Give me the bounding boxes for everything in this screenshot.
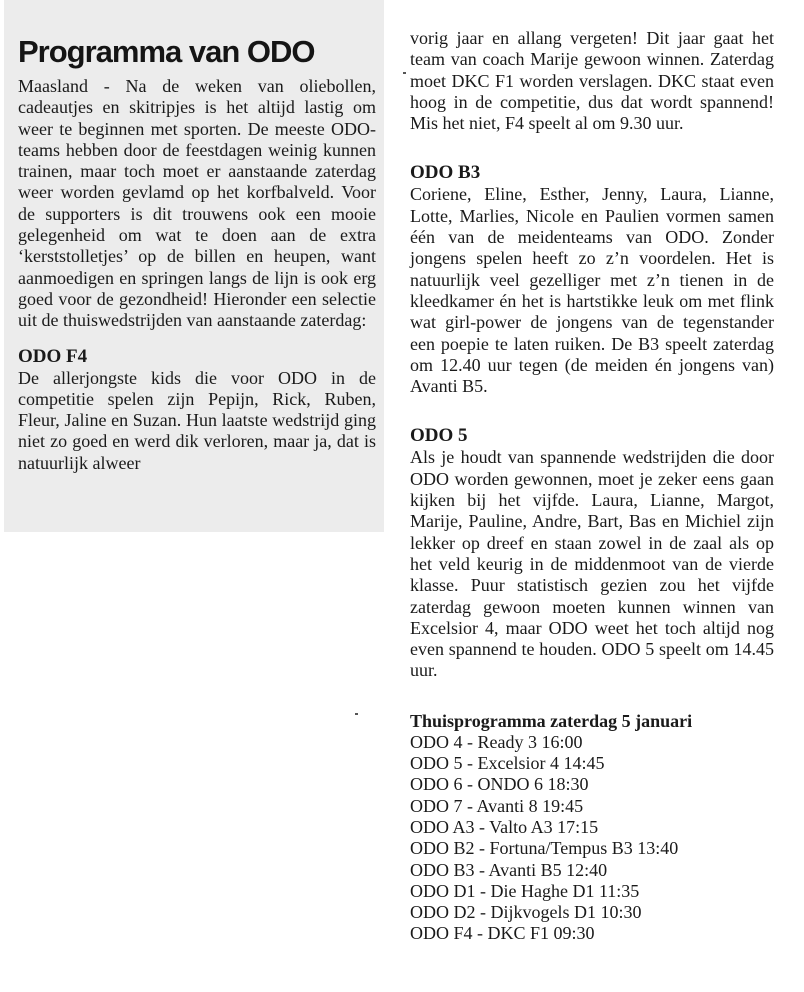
article-headline: Programma van ODO bbox=[18, 34, 315, 69]
section-text-odo-f4-part2: vorig jaar en allang vergeten! Dit jaar gaat het team van coach Marije gewoon winnen. Zaterdag moet DKC F1 worden verslagen. DKC staat even hoog in de competitie, dus dat wordt spannend! Mis het niet, F4 speelt al om 9.30 uur. bbox=[410, 28, 774, 134]
article-column-right bbox=[402, 28, 774, 945]
section-text-odo-f4-part1: De allerjongste kids die voor ODO in de competitie spelen zijn Pepijn, Rick, Ruben, Fleur, Jaline en Suzan. Hun laatste wedstrijd ging niet zo goed en werd dik verloren, maar ja, dat is natuurlijk alweer bbox=[18, 367, 376, 473]
schedule-item: ODO 5 - Excelsior 4 14:45 bbox=[410, 753, 605, 774]
section-heading-odo-b3: ODO B3 bbox=[410, 162, 481, 184]
article-column-left bbox=[4, 0, 384, 532]
schedule-item: ODO F4 - DKC F1 09:30 bbox=[410, 923, 595, 944]
section-heading-odo-5: ODO 5 bbox=[410, 425, 468, 447]
schedule-item: ODO D1 - Die Haghe D1 11:35 bbox=[410, 880, 640, 901]
section-text-odo-b3: Coriene, Eline, Esther, Jenny, Laura, Lianne, Lotte, Marlies, Nicole en Paulien vormen samen één van de meidenteams van ODO. Zonder jongens spelen heeft zo z’n voordelen. Het is natuurlijk veel gezelliger met z’n tienen in de kleedkamer én het is hartstikke leuk om met flink wat girl-power de jongens van de tegenstander een poepie te laten ruiken. De B3 speelt zaterdag om 12.40 uur tegen (de meiden én jongens van) Avanti B5. bbox=[410, 184, 774, 397]
schedule-item: ODO 6 - ONDO 6 18:30 bbox=[410, 774, 589, 795]
schedule-item: ODO D2 - Dijkvogels D1 10:30 bbox=[410, 902, 642, 923]
schedule-item: ODO B3 - Avanti B5 12:40 bbox=[410, 859, 608, 880]
scan-speck bbox=[355, 713, 358, 715]
schedule-item: ODO B2 - Fortuna/Tempus B3 13:40 bbox=[410, 838, 679, 859]
schedule-title: Thuisprogramma zaterdag 5 januari bbox=[410, 710, 693, 731]
schedule-item: ODO 4 - Ready 3 16:00 bbox=[410, 731, 583, 752]
schedule-item: ODO A3 - Valto A3 17:15 bbox=[410, 816, 599, 837]
schedule-item: ODO 7 - Avanti 8 19:45 bbox=[410, 795, 584, 816]
section-heading-odo-f4: ODO F4 bbox=[18, 345, 88, 367]
section-text-odo-5: Als je houdt van spannende wedstrijden die door ODO worden gewonnen, moet je zeker eens gaan kijken bij het vijfde. Laura, Lianne, Margot, Marije, Pauline, Andre, Bart, Bas en Michiel zijn lekker op dreef en staan zowel in de zaal als op het veld keurig in de middenmoot van de vierde klasse. Puur statistisch gezien zou het vijfde zaterdag gewoon moeten kunnen winnen van Excelsior 4, maar ODO weet het toch altijd nog even spannend te houden. ODO 5 speelt om 14.45 uur. bbox=[410, 447, 774, 681]
scan-speck bbox=[403, 72, 406, 74]
article-intro: Maasland - Na de weken van oliebollen, cadeautjes en skitripjes is het altijd lastig om weer te beginnen met sporten. De meeste ODO-teams hebben door de feestdagen weinig kunnen trainen, maar toch moet er aanstaande zaterdag weer worden gevlamd op het korfbalveld. Voor de supporters is dit trouwens ook een mooie gelegenheid om wat te doen aan de extra ‘kerststolletjes’ op de billen en heupen, want aanmoedigen en springen langs de lijn is ook erg goed voor de gezondheid! Hieronder een selectie uit de thuiswedstrijden van aanstaande zaterdag: bbox=[18, 76, 376, 331]
schedule-list bbox=[410, 732, 774, 945]
